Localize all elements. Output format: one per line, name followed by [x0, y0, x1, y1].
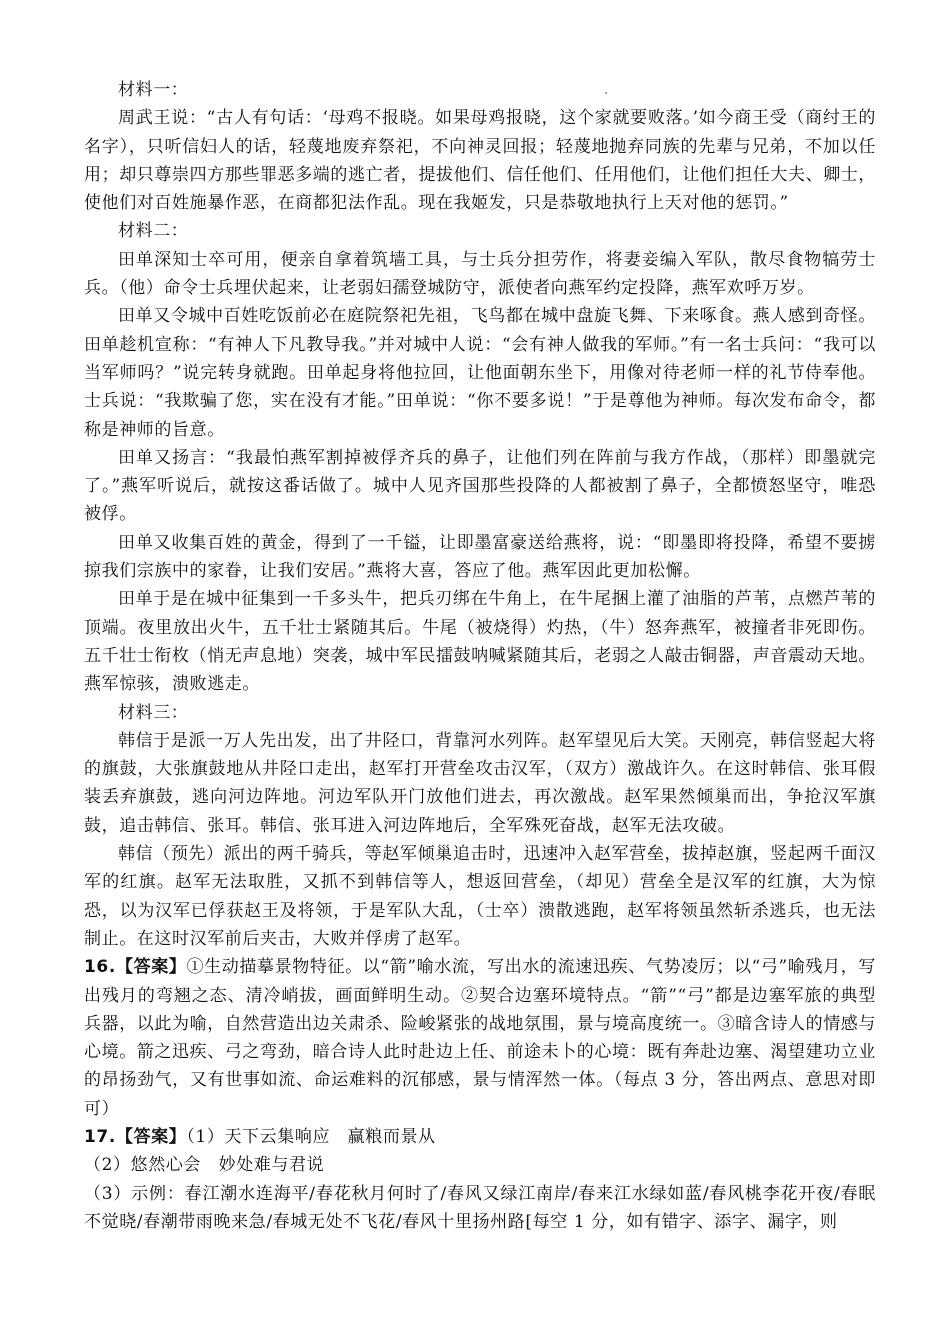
- material-2-heading: 材料二：: [118, 221, 189, 242]
- material-2-paragraph-4: 田单又收集百姓的黄金，得到了一千镒，让即墨富豪送给燕将，说：“即墨即将投降，希望不要掳掠我们宗族中的家眷，让我们安居。”燕将大喜，答应了他。燕军因此更加松懈。: [84, 532, 876, 582]
- answer-16: [84, 953, 876, 1123]
- material-2-paragraph-5: 田单于是在城中征集到一千多头牛，把兵刃绑在牛角上，在牛尾捆上灌了油脂的芦苇，点燃芦苇的顶端。夜里放出火牛，五千壮士紧随其后。牛尾（被烧得）灼热，（牛）怒奔燕军，被撞者非死即伤。五千壮士衔枚（悄无声息地）突袭，城中军民擂鼓呐喊紧随其后，老弱之人敲击铜器，声音震动天地。燕军惊骇，溃败逃走。: [84, 589, 876, 695]
- material-2-paragraph-2: 田单又令城中百姓吃饭前必在庭院祭祀先祖，飞鸟都在城中盘旋飞舞、下来啄食。燕人感到奇怪。田单趁机宣称：“有神人下凡教导我。”并对城中人说：“会有神人做我的军师。”有一名士兵问：“我可以当军师吗？”说完转身就跑。田单起身将他拉回，让他面朝东坐下，用像对待老师一样的礼节侍奉他。士兵说：“我欺骗了您，实在没有才能。”田单说：“你不要多说！”于是尊他为神师。每次发布命令，都称是神师的旨意。: [84, 306, 876, 440]
- material-3-paragraph-2: 韩信（预先）派出的两千骑兵，等赵军倾巢追击时，迅速冲入赵军营垒，拔掉赵旗，竖起两千面汉军的红旗。赵军无法取胜，又抓不到韩信等人，想返回营垒，（却见）营垒全是汉军的红旗，大为惊恐，以为汉军已俘获赵王及将领，于是军队大乱，（士卒）溃散逃跑，赵军将领虽然斩杀逃兵，也无法制止。在这时汉军前后夹击，大败并俘虏了赵军。: [84, 844, 876, 949]
- answer-17-label: 17.【答案】: [84, 1126, 187, 1147]
- document-page: [84, 76, 876, 1236]
- answer-16-text: ①生动描摹景物特征。以“箭”喻水流，写出水的流速迅疾、气势凌厉；以“弓”喻残月，写出残月的弯翘之态、清冷峭拔，画面鲜明生动。②契合边塞环境特点。“箭”“弓”都是边塞军旅的典型兵器，以此为喻，自然营造出边关肃杀、险峻紧张的战地氛围，景与境高度统一。③暗含诗人的情感与心境。箭之迅疾、弓之弯劲，暗合诗人此时赴边上任、前途未卜的心境：既有奔赴边塞、渴望建功立业的昂扬劲气，又有世事如流、命运难料的沉郁感，景与情浑然一体。（每点 3 分，答出两点、意思对即可）: [84, 957, 876, 1119]
- material-2-paragraph-3: 田单又扬言：“我最怕燕军割掉被俘齐兵的鼻子，让他们列在阵前与我方作战，（那样）即墨就完了。”燕军听说后，就按这番话做了。城中人见齐国那些投降的人都被割了鼻子，全都愤怒坚守，唯恐被俘。: [84, 447, 876, 525]
- material-1-heading: 材料一：: [118, 80, 189, 100]
- answer-17-item-2: （2）悠然心会 妙处难与君说: [84, 1155, 325, 1176]
- material-3-paragraph-1: 韩信于是派一万人先出发，出了井陉口，背靠河水列阵。赵军望见后大笑。天刚亮，韩信竖起大将的旗鼓，大张旗鼓地从井陉口走出，赵军打开营垒攻击汉军，（双方）激战许久。在这时韩信、张耳假装丢弃旗鼓，逃向河边阵地。河边军队开门放他们进去，再次激战。赵军果然倾巢而出，争抢汉军旗鼓，追击韩信、张耳。韩信、张耳进入河边阵地后，全军殊死奋战，赵军无法攻破。: [84, 730, 876, 836]
- answer-16-label: 16.【答案】: [84, 957, 187, 978]
- answer-17-item-1: （1）天下云集响应 赢粮而景从: [186, 1126, 436, 1147]
- material-1-paragraph: 周武王说：“古人有句话：‘母鸡不报晓。如果母鸡报晓，这个家就要败落。’如今商王受（商纣王的名字），只听信妇人的话，轻蔑地废弃祭祀，不向神灵回报；轻蔑地抛弃同族的先辈与兄弟，不加以任用；却只尊崇四方那些罪恶多端的逃亡者，提拔他们、信任他们、任用他们，让他们担任大夫、卿士，使他们对百姓施暴作恶，在商都犯法作乱。现在我姬发，只是恭敬地执行上天对他的惩罚。”: [84, 108, 876, 214]
- material-3-heading: 材料三：: [118, 702, 189, 723]
- material-2-paragraph-1: 田单深知士卒可用，便亲自拿着筑墙工具，与士兵分担劳作，将妻妾编入军队，散尽食物犒劳士兵。（他）命令士兵埋伏起来，让老弱妇孺登城防守，派使者向燕军约定投降，燕军欢呼万岁。: [84, 249, 876, 299]
- answer-17-item-3: （3）示例：春江潮水连海平/春花秋月何时了/春风又绿江南岸/春来江水绿如蓝/春风桃李花开夜/春眠不觉晓/春潮带雨晚来急/春城无处不飞花/春风十里扬州路[每空 1 分，如有错字、添字、漏字，则: [84, 1183, 876, 1232]
- answer-17: [84, 1123, 876, 1151]
